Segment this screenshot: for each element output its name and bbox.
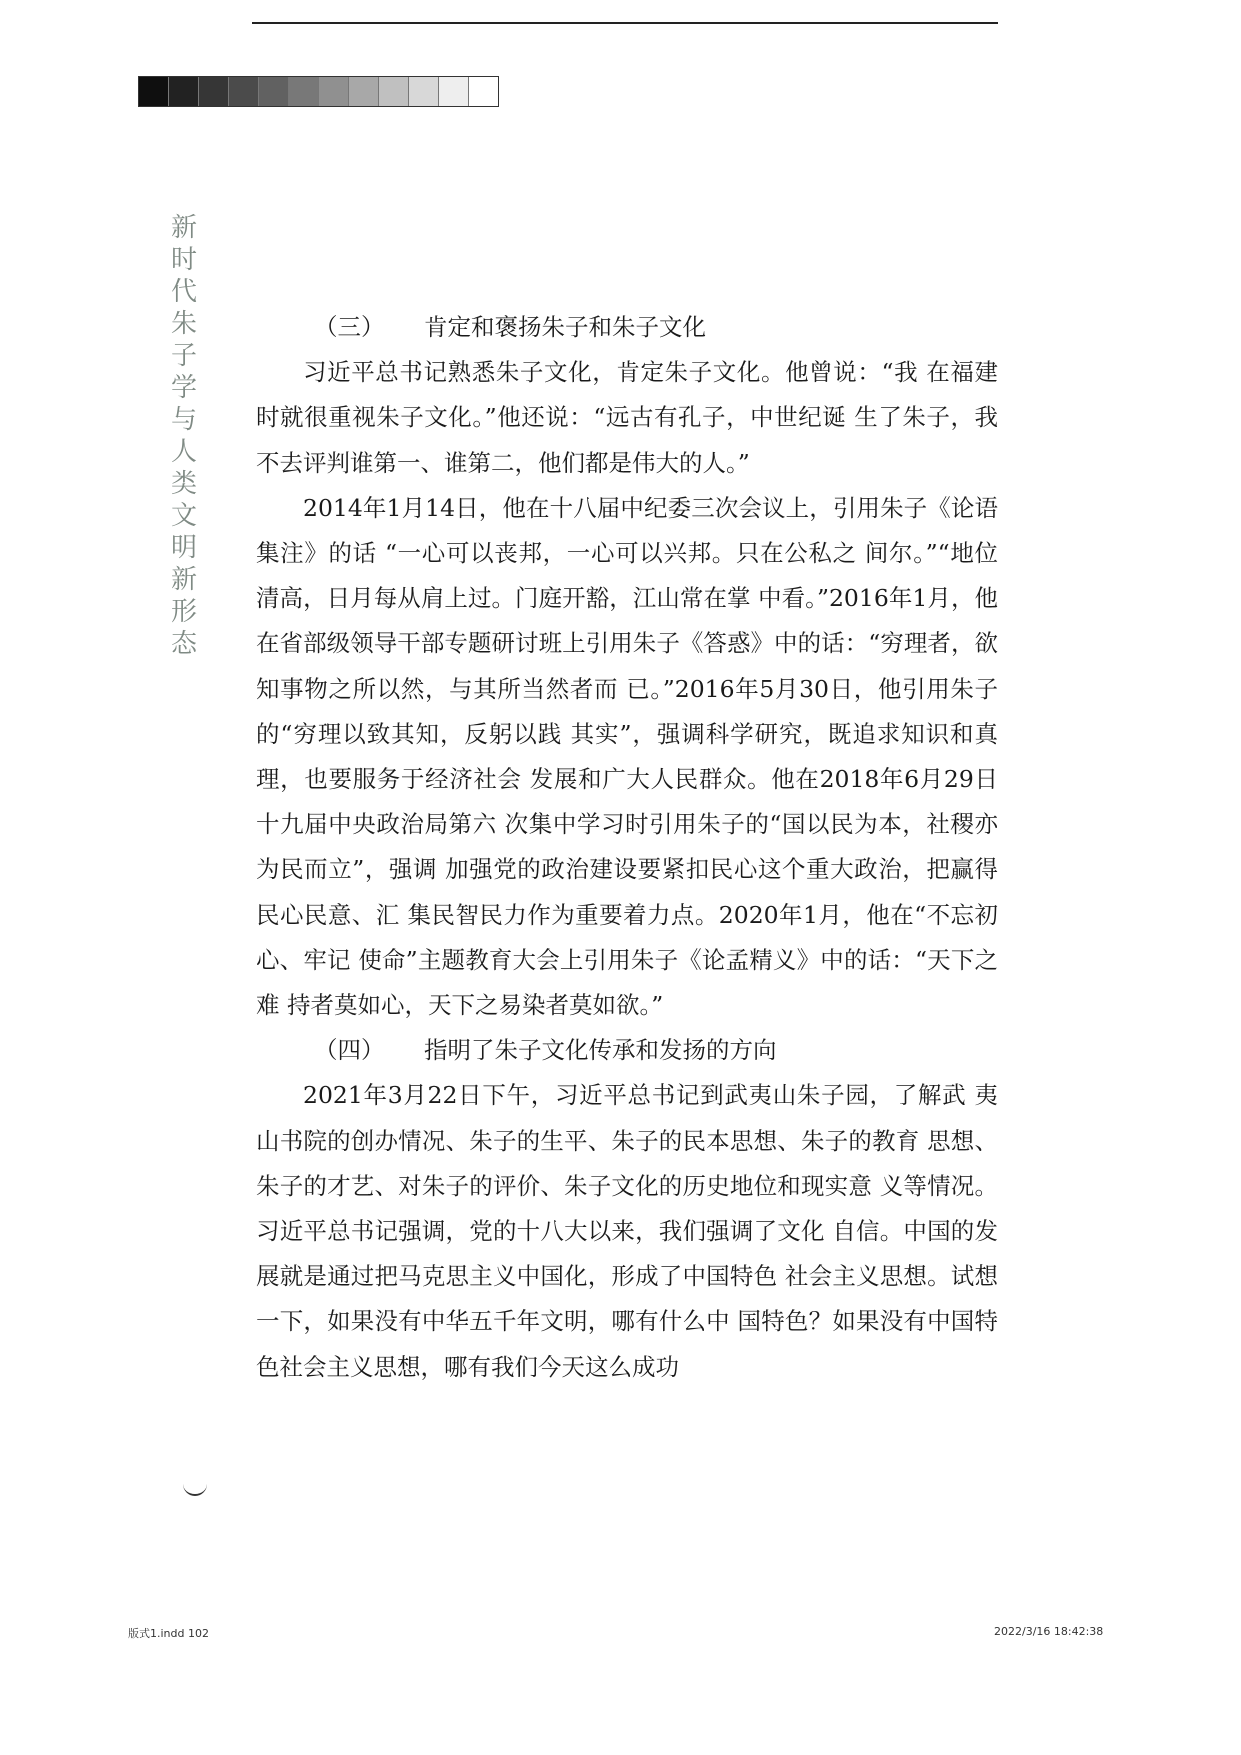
footer-file-name: 版式1.indd 102 [128, 1627, 209, 1640]
paragraph: 习近平总书记熟悉朱子文化，肯定朱子文化。他曾说：“我 在福建时就很重视朱子文化。”他还说：“远古有孔子，中世纪诞 生了朱子，我不去评判谁第一、谁第二，他们都是伟大的人。” [256, 358, 998, 477]
header-rule [252, 22, 998, 24]
page-mark [183, 1482, 207, 1496]
color-swatch [139, 77, 169, 106]
section-heading-4 [256, 1028, 998, 1073]
running-title: 新时代朱子学与人类文明新形态 [170, 213, 197, 659]
color-swatch [319, 77, 349, 106]
page-body [256, 305, 998, 1390]
section-title: 肯定和褒扬朱子和朱子文化 [424, 313, 706, 341]
section-number: （三） [314, 313, 385, 341]
color-swatch [349, 77, 379, 106]
paragraph: 2014年1月14日，他在十八届中纪委三次会议上，引用朱子《论语集注》的话 “一心可以丧邦，一心可以兴邦。只在公私之 间尔。”“地位清高，日月每从肩上过。门庭开豁，江山常在掌 中看。”2016年1月，他在省部级领导干部专题研讨班上引用朱子《答惑》中的话：“穷理者，欲知事物之所以然，与其所当然者而 已。”2016年5月30日，他引用朱子的“穷理以致其知，反躬以践 其实”，强调科学研究，既追求知识和真理，也要服务于经济社会 发展和广大人民群众。他在2018年6月29日十九届中央政治局第六 次集中学习时引用朱子的“国以民为本，社稷亦为民而立”，强调 加强党的政治建设要紧扣民心这个重大政治，把赢得民心民意、汇 集民智民力作为重要着力点。2020年1月，他在“不忘初心、牢记 使命”主题教育大会上引用朱子《论孟精义》中的话：“天下之难 持者莫如心，天下之易染者莫如欲。” [256, 493, 998, 1020]
color-swatch [409, 77, 439, 106]
color-swatch [169, 77, 199, 106]
paragraph: 2021年3月22日下午，习近平总书记到武夷山朱子园，了解武 夷山书院的创办情况、朱子的生平、朱子的民本思想、朱子的教育 思想、朱子的才艺、对朱子的评价、朱子文化的历史地位和现实意 义等情况。习近平总书记强调，党的十八大以来，我们强调了文化 自信。中国的发展就是通过把马克思主义中国化，形成了中国特色 社会主义思想。试想一下，如果没有中华五千年文明，哪有什么中 国特色？如果没有中国特色社会主义思想，哪有我们今天这么成功 [256, 1081, 998, 1381]
color-swatch [229, 77, 259, 106]
section-title: 指明了朱子文化传承和发扬的方向 [424, 1036, 777, 1065]
section-heading-3 [256, 305, 998, 350]
color-swatch [289, 77, 319, 106]
color-swatch [439, 77, 469, 106]
color-calibration-strip [138, 76, 499, 107]
section-number: （四） [314, 1036, 385, 1065]
footer-timestamp: 2022/3/16 18:42:38 [994, 1625, 1104, 1638]
color-swatch [199, 77, 229, 106]
color-swatch [469, 77, 498, 106]
color-swatch [379, 77, 409, 106]
color-swatch [259, 77, 289, 106]
